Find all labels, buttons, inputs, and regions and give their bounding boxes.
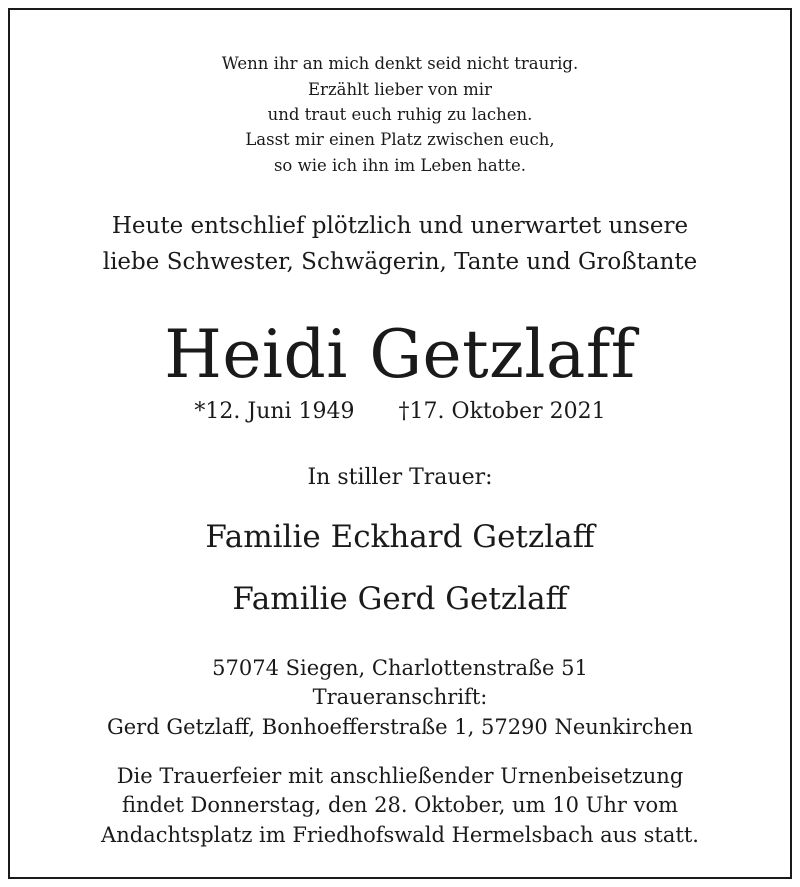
- death-date: †17. Oktober 2021: [398, 399, 606, 424]
- family-line-1: Familie Eckhard Getzlaff: [205, 519, 595, 555]
- intro-line-2: liebe Schwester, Schwägerin, Tante und Großtante: [102, 249, 698, 275]
- deceased-name: Heidi Getzlaff: [164, 316, 636, 393]
- service-line-2: findet Donnerstag, den 28. Oktober, um 10 Uhr vom: [121, 793, 679, 817]
- poem-line-5: so wie ich ihn im Leben hatte.: [273, 156, 527, 175]
- intro-line-1: Heute entschlief plötzlich und unerwartet unsere: [111, 213, 689, 239]
- poem-line-2: Erzählt lieber von mir: [308, 80, 492, 99]
- address-line-2: Gerd Getzlaff, Bonhoefferstraße 1, 57290 Neunkirchen: [106, 715, 694, 739]
- service-line-1: Die Trauerfeier mit anschließender Urnenbeisetzung: [116, 764, 684, 788]
- poem-line-4: Lasst mir einen Platz zwischen euch,: [245, 130, 555, 149]
- poem-line-1: Wenn ihr an mich denkt seid nicht traurig.: [221, 54, 579, 73]
- life-dates: [10, 401, 790, 423]
- service-line-3: Andachtsplatz im Friedhofswald Hermelsbach aus statt.: [101, 823, 699, 847]
- address-line-1: 57074 Siegen, Charlottenstraße 51: [212, 656, 588, 680]
- address-label: Traueranschrift:: [312, 685, 488, 709]
- poem-line-3: und traut euch ruhig zu lachen.: [267, 105, 533, 124]
- obituary-notice: [8, 8, 792, 879]
- family-line-2: Familie Gerd Getzlaff: [232, 581, 568, 617]
- mourning-heading: In stiller Trauer:: [307, 465, 493, 490]
- birth-date: *12. Juni 1949: [194, 399, 355, 424]
